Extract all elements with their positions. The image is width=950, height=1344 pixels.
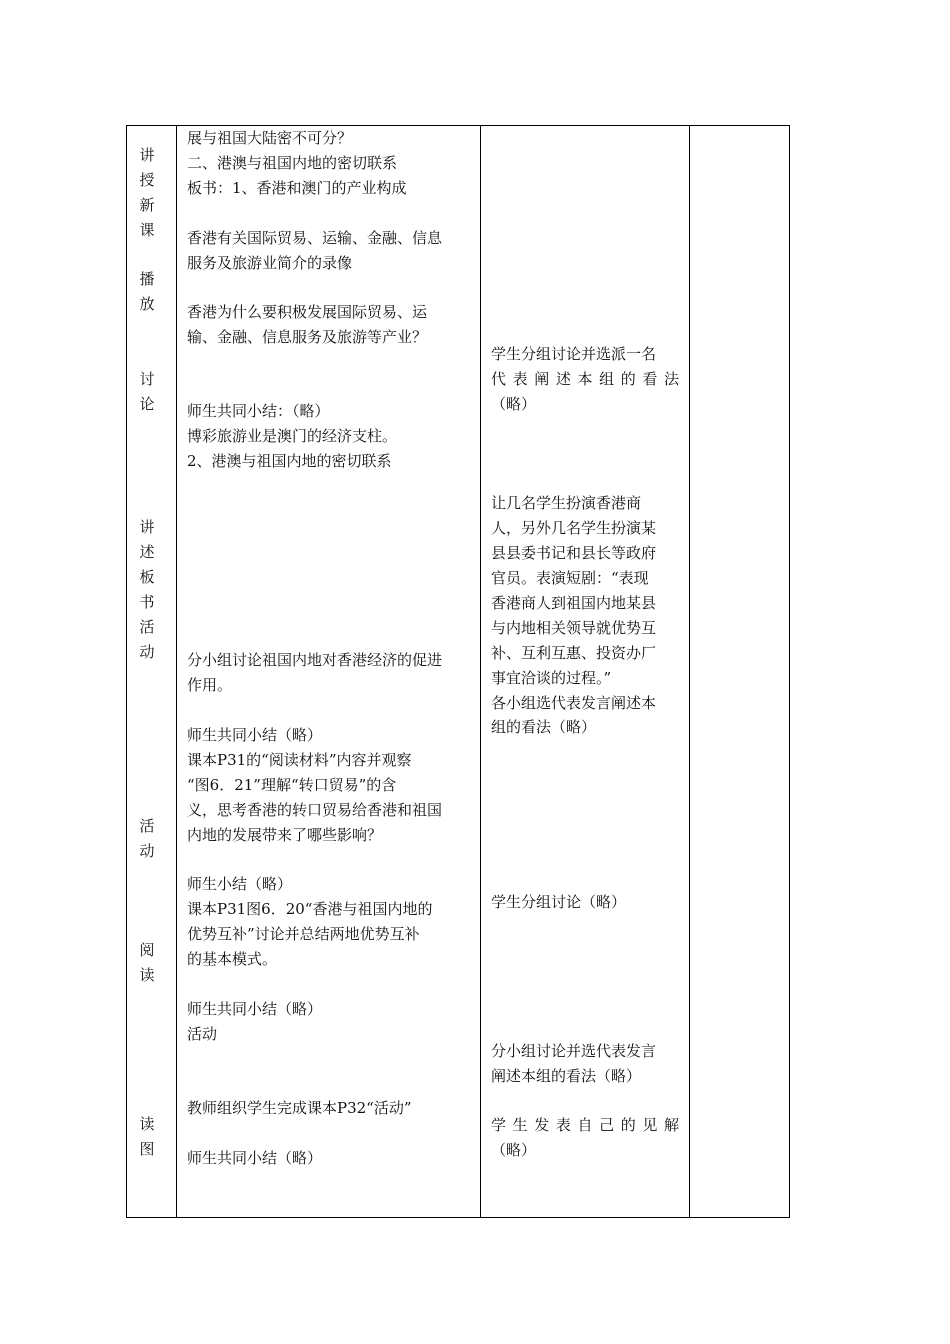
teacher-line: 课本P31的“阅读材料”内容并观察 <box>187 751 412 769</box>
stage-char: 阅 <box>139 941 155 959</box>
lesson-plan-table <box>126 125 790 1218</box>
stage-label <box>137 267 157 317</box>
stage-label <box>137 938 157 988</box>
teacher-line: 师生共同小结（略） <box>187 1149 323 1167</box>
stage-char: 板 <box>139 568 155 586</box>
student-line: 组的看法（略） <box>491 718 597 736</box>
stage-label <box>137 1112 157 1162</box>
stage-label <box>137 367 157 417</box>
stage-char: 讨 <box>139 370 155 388</box>
stage-char: 书 <box>139 593 155 611</box>
stage-char: 讲 <box>139 518 155 536</box>
stage-char: 新 <box>139 196 155 214</box>
stage-label <box>137 515 157 665</box>
stage-char: 论 <box>139 395 155 413</box>
student-line: 代表阐述本组的看法 <box>491 370 679 388</box>
student-line: 补、互利互惠、投资办厂 <box>491 644 657 662</box>
teacher-line: 的基本模式。 <box>187 950 278 968</box>
stage-char: 动 <box>139 842 155 860</box>
stage-char: 授 <box>139 171 155 189</box>
teacher-line: 课本P31图6．20“香港与祖国内地的 <box>187 900 433 918</box>
student-line: 分小组讨论并选代表发言 <box>491 1042 657 1060</box>
teacher-line: 师生共同小结（略） <box>187 1000 323 1018</box>
student-line: 各小组选代表发言阐述本 <box>491 694 657 712</box>
teacher-line: 优势互补”讨论并总结两地优势互补 <box>187 925 420 943</box>
teacher-line: 活动 <box>187 1025 218 1043</box>
student-line: 学生发表自己的见解 <box>491 1116 679 1134</box>
teacher-line: 香港有关国际贸易、运输、金融、信息 <box>187 229 443 247</box>
student-line: 官员。表演短剧：“表现 <box>491 569 649 587</box>
teacher-line: 作用。 <box>187 676 233 694</box>
stage-char: 活 <box>139 817 155 835</box>
stage-char: 讲 <box>139 146 155 164</box>
student-line: 人，另外几名学生扮演某 <box>491 519 657 537</box>
teacher-line: 师生共同小结（略） <box>187 726 323 744</box>
teacher-line: 师生共同小结：（略） <box>187 402 330 420</box>
column-divider-3 <box>689 126 690 1217</box>
teacher-line: 二、港澳与祖国内地的密切联系 <box>187 154 398 172</box>
stage-char: 放 <box>139 295 155 313</box>
teacher-line: 分小组讨论祖国内地对香港经济的促进 <box>187 651 443 669</box>
teacher-line: “图6．21”理解“转口贸易”的含 <box>187 776 397 794</box>
student-line: （略） <box>491 1141 537 1159</box>
teacher-line: 2、港澳与祖国内地的密切联系 <box>187 452 392 470</box>
student-line: 学生分组讨论（略） <box>491 893 627 911</box>
teacher-line: 师生小结（略） <box>187 875 293 893</box>
student-line: （略） <box>491 395 537 413</box>
stage-char: 读 <box>139 1115 155 1133</box>
stage-char: 活 <box>139 618 155 636</box>
student-line: 让几名学生扮演香港商 <box>491 494 642 512</box>
teacher-line: 展与祖国大陆密不可分？ <box>187 129 353 147</box>
student-line: 学生分组讨论并选派一名 <box>491 345 657 363</box>
stage-char: 课 <box>139 221 155 239</box>
student-line: 阐述本组的看法（略） <box>491 1067 642 1085</box>
stage-char: 述 <box>139 543 155 561</box>
student-line: 事宜洽谈的过程。” <box>491 669 612 687</box>
teacher-line: 输、金融、信息服务及旅游等产业？ <box>187 328 428 346</box>
teacher-line: 教师组织学生完成课本P32“活动” <box>187 1099 412 1117</box>
stage-label <box>137 143 157 243</box>
teacher-line: 博彩旅游业是澳门的经济支柱。 <box>187 427 398 445</box>
stage-label <box>137 814 157 864</box>
column-divider-1 <box>176 126 177 1217</box>
student-line: 县县委书记和县长等政府 <box>491 544 657 562</box>
teacher-line: 内地的发展带来了哪些影响？ <box>187 826 383 844</box>
stage-char: 读 <box>139 966 155 984</box>
student-line: 香港商人到祖国内地某县 <box>491 594 657 612</box>
teacher-line: 板书：1、香港和澳门的产业构成 <box>187 179 407 197</box>
stage-char: 图 <box>139 1140 155 1158</box>
student-line: 与内地相关领导就优势互 <box>491 619 657 637</box>
stage-char: 动 <box>139 643 155 661</box>
teacher-line: 香港为什么要积极发展国际贸易、运 <box>187 303 428 321</box>
column-divider-2 <box>480 126 481 1217</box>
stage-char: 播 <box>139 270 155 288</box>
teacher-line: 义，思考香港的转口贸易给香港和祖国 <box>187 801 443 819</box>
teacher-line: 服务及旅游业简介的录像 <box>187 254 353 272</box>
